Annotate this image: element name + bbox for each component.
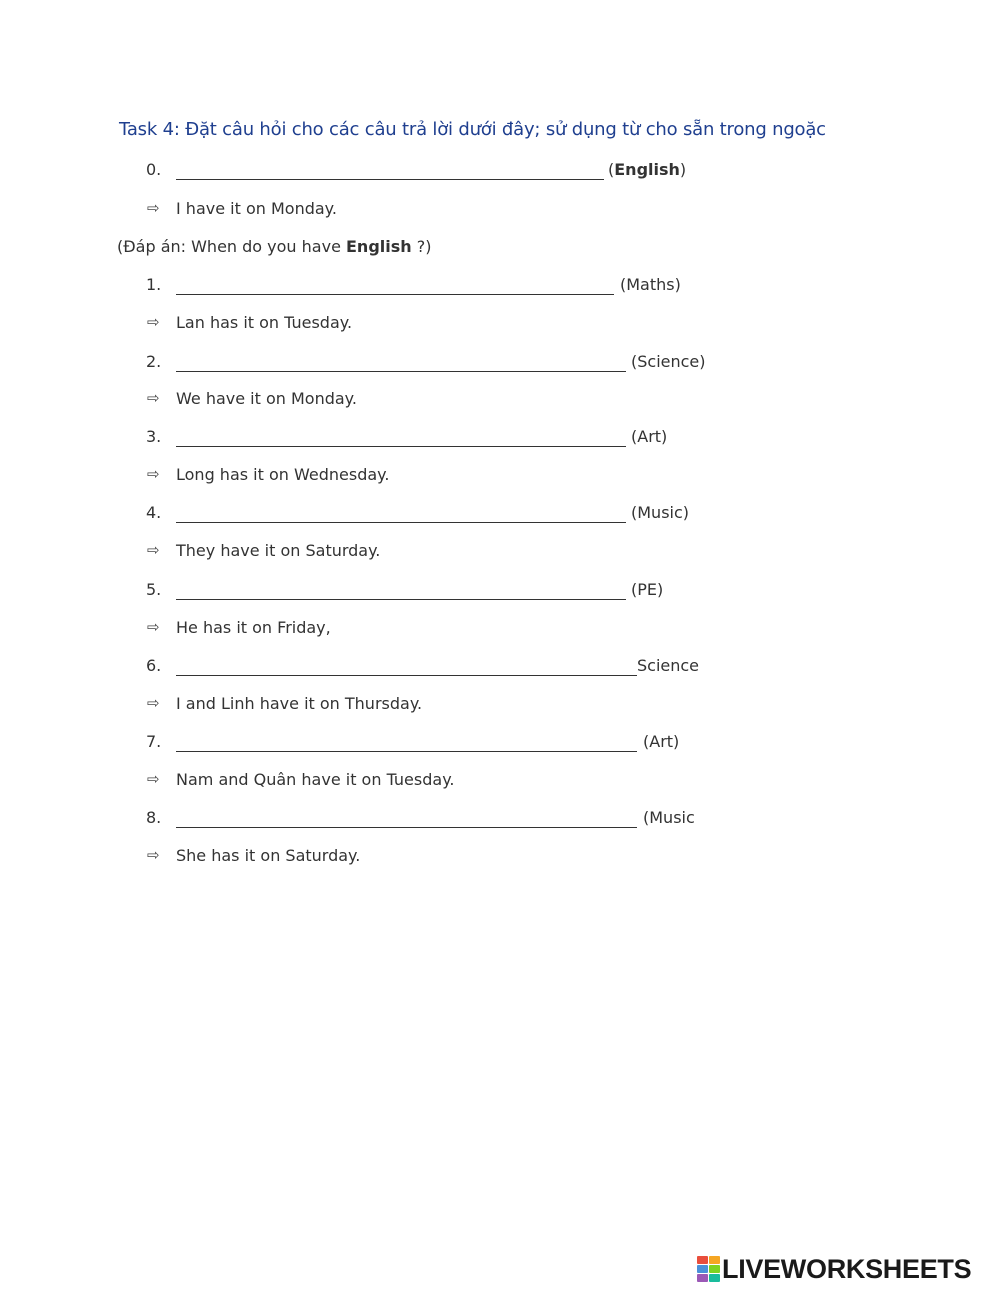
question-hint: (Art) [631,427,668,446]
example-hint-close: ) [679,160,687,179]
question-row [0,732,1000,756]
answer-row [0,465,1000,489]
question-number: 7. [146,732,162,751]
example-answer: I have it on Monday. [176,199,337,218]
logo-block [709,1265,720,1273]
question-number: 3. [146,427,162,446]
answer-blank[interactable] [176,446,626,447]
answer-blank[interactable] [176,751,637,752]
example-question-row [0,160,1000,184]
task-title: Task 4: Đặt câu hỏi cho các câu trả lời dưới đây; sử dụng từ cho sẵn trong ngoặc [119,119,826,140]
question-number: 5. [146,580,162,599]
question-hint: (Music [643,808,695,827]
arrow-icon: ⇨ [147,694,160,712]
given-answer: We have it on Monday. [176,389,357,408]
answer-input[interactable] [176,803,637,825]
answer-row [0,541,1000,565]
logo-text: LIVEWORKSHEETS [722,1253,972,1284]
logo-block [709,1274,720,1282]
arrow-icon: ⇨ [147,770,160,788]
question-number: 2. [146,352,162,371]
answer-input[interactable] [176,270,614,292]
question-row [0,580,1000,604]
logo-block [709,1256,720,1264]
question-row [0,808,1000,832]
arrow-icon: ⇨ [147,389,160,407]
answer-key-suffix: ?) [411,237,432,256]
question-hint: (PE) [631,580,664,599]
question-number: 4. [146,503,162,522]
example-answer-row [0,199,1000,223]
arrow-icon: ⇨ [147,846,160,864]
question-hint: (Science) [631,352,706,371]
example-number: 0. [146,160,162,179]
question-number: 1. [146,275,162,294]
answer-blank[interactable] [176,294,614,295]
answer-input[interactable] [176,575,626,597]
given-answer: They have it on Saturday. [176,541,381,560]
example-blank-line [176,179,604,180]
given-answer: She has it on Saturday. [176,846,361,865]
question-hint: (Music) [631,503,690,522]
answer-input[interactable] [176,422,626,444]
answer-input[interactable] [176,347,626,369]
question-number: 8. [146,808,162,827]
logo-block [697,1274,708,1282]
answer-input[interactable] [176,727,637,749]
answer-key-prefix: (Đáp án: When do you have [117,237,346,256]
question-row [0,656,1000,680]
answer-row [0,389,1000,413]
answer-row [0,770,1000,794]
question-row [0,427,1000,451]
logo-block [697,1256,708,1264]
arrow-icon: ⇨ [147,541,160,559]
answer-blank[interactable] [176,599,626,600]
answer-row [0,846,1000,870]
question-hint: (Maths) [620,275,681,294]
answer-blank[interactable] [176,371,626,372]
answer-row [0,694,1000,718]
liveworksheets-logo-icon [697,1256,719,1282]
answer-input[interactable] [176,651,637,673]
answer-row [0,313,1000,337]
question-number: 6. [146,656,162,675]
example-hint-word: English [614,160,680,179]
arrow-icon: ⇨ [147,618,160,636]
question-hint: Science [637,656,700,675]
question-hint: (Art) [643,732,680,751]
arrow-icon: ⇨ [147,313,160,331]
question-row [0,275,1000,299]
arrow-icon: ⇨ [147,465,160,483]
logo-block [697,1265,708,1273]
given-answer: I and Linh have it on Thursday. [176,694,423,713]
answer-blank[interactable] [176,522,626,523]
answer-row [0,618,1000,642]
given-answer: Lan has it on Tuesday. [176,313,353,332]
given-answer: He has it on Friday, [176,618,331,637]
given-answer: Nam and Quân have it on Tuesday. [176,770,455,789]
answer-blank[interactable] [176,675,637,676]
answer-input[interactable] [176,498,626,520]
question-row [0,352,1000,376]
example-answer-key [117,237,431,256]
question-row [0,503,1000,527]
answer-key-word: English [346,237,412,256]
example-hint [608,160,686,179]
example-hint-open: ( [608,160,615,179]
liveworksheets-logo [697,1254,971,1284]
arrow-icon: ⇨ [147,199,160,217]
answer-blank[interactable] [176,827,637,828]
given-answer: Long has it on Wednesday. [176,465,390,484]
